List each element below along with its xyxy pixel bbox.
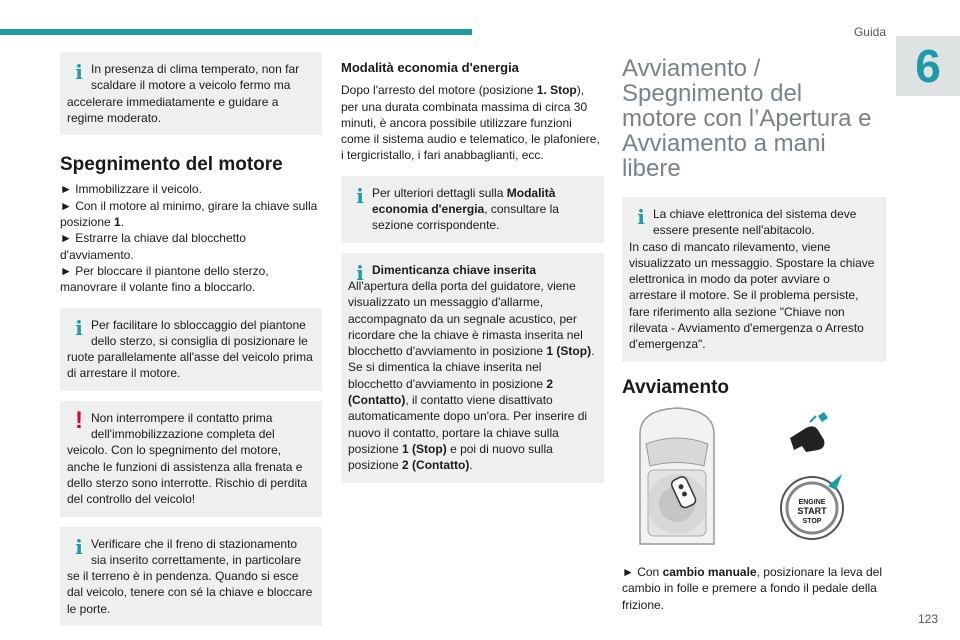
info-icon: i bbox=[637, 205, 645, 229]
engine-button-label-3: STOP bbox=[802, 517, 822, 525]
info-note: i Per facilitare lo sbloccaggio del piantone dello sterzo, si consiglia di posizionare le ruote parallelamente all'asse del veicolo prima di arrestare il motore. bbox=[60, 308, 322, 391]
info-note: i Dimenticanza chiave inserita All'apertura della porta del guidatore, viene visualizzato un messaggio d'allarme, accompagnato da un segnale acustico, per ricordare che la chiave è rimasta inserita nel blocchetto d'avviamento in posizione 1 (Stop). Se si dimentica la chiave inserita nel blocchetto d'avviamento in posizione 2 (Contatto), il contatto viene disattivato automaticamente dopo un'ora. Per inserire di nuovo il contatto, portare la chiave sulla posizione 1 (Stop) e poi di nuovo sulla posizione 2 (Contatto). bbox=[341, 253, 604, 483]
warning-icon: ! bbox=[75, 406, 83, 434]
hand-key-icon bbox=[784, 410, 834, 458]
section-label: Guida bbox=[853, 25, 886, 39]
info-note: i In presenza di clima temperato, non far scaldare il motore a veicolo fermo ma accelerare immediatamente e guidare a regime moderato. bbox=[60, 52, 322, 135]
info-icon: i bbox=[356, 260, 364, 285]
info-icon: i bbox=[75, 60, 83, 84]
info-note: i Per ulteriori dettagli sulla Modalità economia d'energia, consultare la sezione corrispondente. bbox=[341, 176, 604, 243]
paragraph: Dopo l'arresto del motore (posizione 1. Stop), per una durata combinata massima di circa 30 minuti, è ancora possibile utilizzare funzioni come il sistema audio e telematico, le plafoniere, i tergicristallo, i fari anabbaglianti, ecc. bbox=[341, 83, 600, 163]
step: ► Immobilizzare il veicolo. bbox=[60, 182, 202, 197]
info-icon: i bbox=[356, 183, 364, 208]
info-note: i La chiave elettronica del sistema deve essere presente nell'abitacolo. In caso di mancato rilevamento, viene visualizzato un messaggio. Spostare la chiave elettronica in modo da poter avviare o arrestare il motore. Se il problema persiste, fare riferimento alla sezione "Chiave non rilevata - Avviamento d'emergenza o Arresto d'emergenza". bbox=[622, 197, 886, 362]
info-icon: i bbox=[75, 315, 83, 340]
info-note: i Verificare che il freno di stazionamento sia inserito correttamente, in particolare se il terreno è in pendenza. Quando si esce dal veicolo, tenere con sé la chiave e bloccare le porte. bbox=[60, 527, 322, 626]
step: ► Per bloccare il piantone dello sterzo, manovrare il volante fino a bloccarlo. bbox=[60, 263, 269, 295]
heading-avviamento: Avviamento bbox=[622, 376, 729, 398]
illustration bbox=[622, 404, 886, 554]
chapter-number: 6 bbox=[896, 36, 960, 96]
step: ► Estrarre la chiave dal blocchetto d'avviamento. bbox=[60, 231, 246, 262]
engine-button-label-2: START bbox=[797, 505, 827, 516]
warning-note: ! Non interrompere il contatto prima dell'immobilizzazione completa del veicolo. Con lo spegnimento del motore, anche le funzioni di assistenza alla frenata e dello sterzo sono interrotte. Rischio di perdita del controllo del veicolo! bbox=[60, 401, 322, 517]
car-top-view-illustration bbox=[622, 404, 732, 552]
engine-button-label-1: ENGINE bbox=[798, 498, 826, 506]
paragraph: ► Con cambio manuale, posizionare la leva del cambio in folle e premere a fondo il pedale della frizione. bbox=[622, 564, 883, 612]
page-number: 123 bbox=[917, 612, 938, 626]
column-1 bbox=[60, 52, 322, 636]
column-2 bbox=[341, 52, 604, 493]
section-title: Avviamento / Spegnimento del motore con l’Apertura e Avviamento a mani libere bbox=[622, 55, 872, 182]
column-3 bbox=[622, 52, 886, 613]
heading-spegnimento: Spegnimento del motore bbox=[60, 154, 283, 176]
step: ► Con il motore al minimo, girare la chiave sulla posizione 1. bbox=[60, 198, 318, 230]
heading-modalita: Modalità economia d'energia bbox=[341, 60, 519, 75]
header-accent-bar bbox=[0, 29, 472, 35]
info-icon: i bbox=[75, 534, 83, 559]
